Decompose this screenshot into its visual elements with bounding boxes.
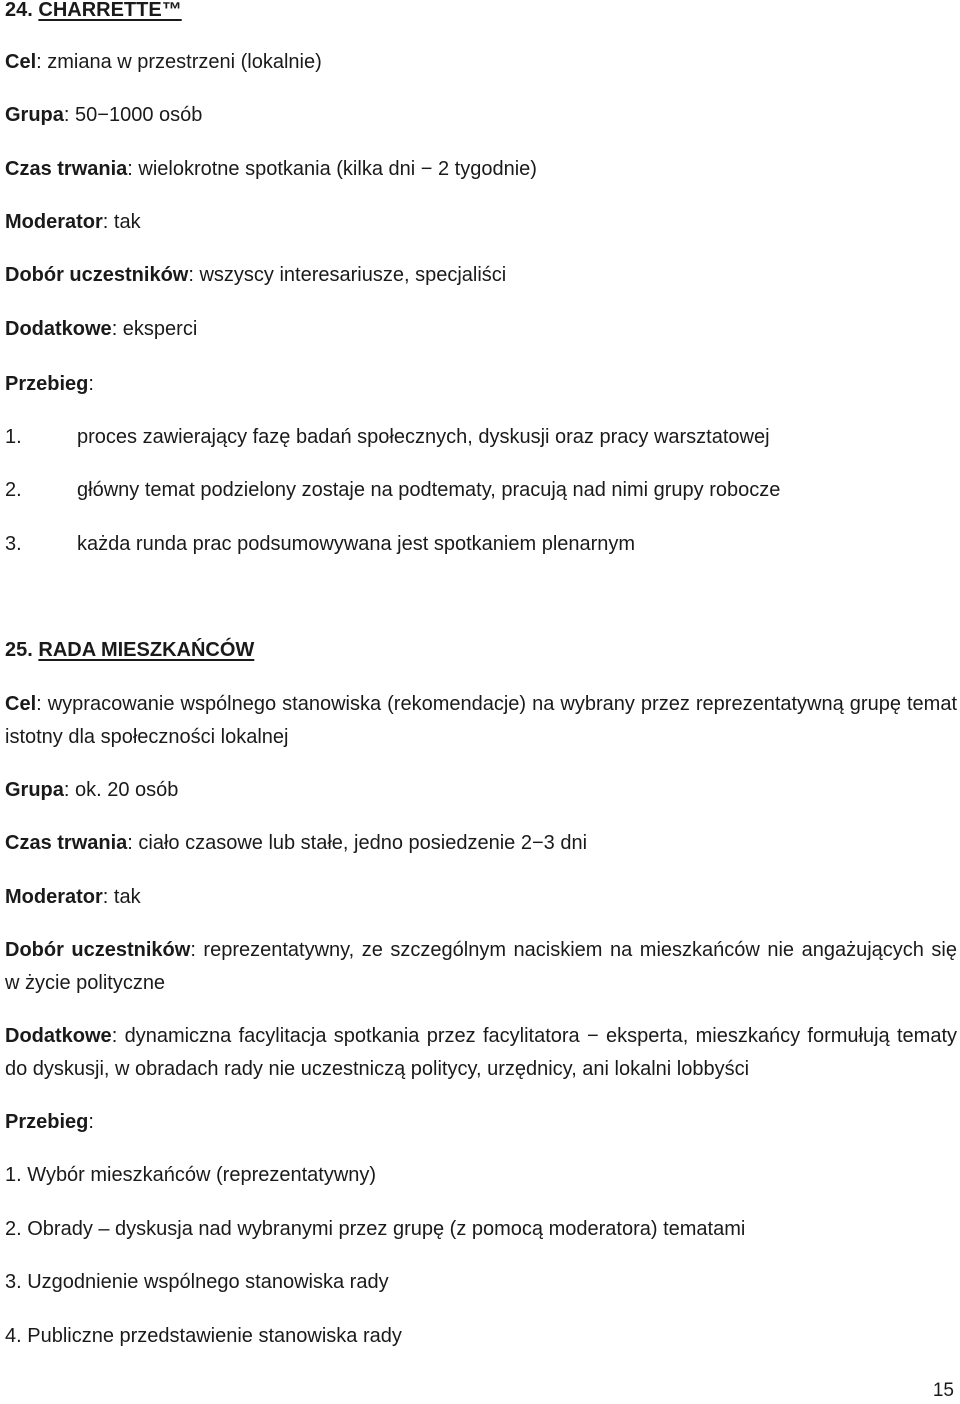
list-item-text: główny temat podzielony zostaje na podtematy, pracują nad nimi grupy robocze bbox=[77, 479, 781, 501]
list-item: 2. Obrady – dyskusja nad wybranymi przez grupę (z pomocą moderatora) tematami bbox=[5, 1218, 746, 1240]
s25-grupa-label: Grupa bbox=[5, 779, 64, 801]
s24-przebieg-value: : bbox=[88, 373, 94, 395]
s25-grupa-value: : ok. 20 osób bbox=[63, 779, 179, 801]
section-24-title: CHARRETTE™ bbox=[38, 0, 182, 21]
page-number: 15 bbox=[932, 1380, 954, 1401]
s25-moderator-row bbox=[5, 881, 957, 914]
list-item-number: 2. bbox=[5, 479, 22, 501]
list-item-text: każda runda prac podsumowywana jest spotkaniem plenarnym bbox=[77, 533, 636, 555]
s25-dodatkowe-label: Dodatkowe bbox=[5, 1025, 112, 1047]
s24-cel-value: : zmiana w przestrzeni (lokalnie) bbox=[36, 51, 322, 73]
section-25-heading bbox=[5, 634, 957, 667]
s24-grupa-value: : 50−1000 osób bbox=[63, 104, 203, 126]
s24-przebieg-label: Przebieg bbox=[5, 373, 89, 395]
s24-dobor-value: : wszyscy interesariusze, specjaliści bbox=[188, 264, 507, 286]
s24-dodatkowe-row bbox=[5, 313, 957, 346]
s25-dobor-row bbox=[5, 934, 957, 1000]
s25-dodatkowe-value: : dynamiczna facylitacja spotkania przez facylitatora − eksperta, mieszkańcy formułują tematy do dyskusji, w obradach rady nie uczestniczą politycy, urzędnicy, ani lokalni lobbyści bbox=[5, 1025, 957, 1080]
s24-grupa-label: Grupa bbox=[5, 104, 64, 126]
s24-przebieg-row bbox=[5, 368, 957, 401]
s24-dodatkowe-value: : eksperci bbox=[111, 318, 198, 340]
s25-grupa-row bbox=[5, 774, 957, 807]
s24-czas-value: : wielokrotne spotkania (kilka dni − 2 tygodnie) bbox=[127, 158, 537, 180]
section-25-title: RADA MIESZKAŃCÓW bbox=[38, 639, 255, 661]
s25-cel-value: : wypracowanie wspólnego stanowiska (rekomendacje) na wybrany przez reprezentatywną grupę temat istotny dla społeczności lokalnej bbox=[5, 693, 957, 748]
s24-dodatkowe-label: Dodatkowe bbox=[5, 318, 112, 340]
list-item bbox=[5, 421, 957, 454]
list-item bbox=[5, 528, 957, 561]
list-item bbox=[5, 474, 957, 507]
s24-cel-label: Cel bbox=[5, 51, 37, 73]
list-item: 1. Wybór mieszkańców (reprezentatywny) bbox=[5, 1164, 377, 1186]
s24-dobor-label: Dobór uczestników bbox=[5, 264, 189, 286]
s25-przebieg-value: : bbox=[88, 1111, 94, 1133]
s25-moderator-label: Moderator bbox=[5, 886, 103, 908]
s24-moderator-label: Moderator bbox=[5, 211, 103, 233]
list-item: 3. Uzgodnienie wspólnego stanowiska rady bbox=[5, 1271, 389, 1293]
s25-przebieg-label: Przebieg bbox=[5, 1111, 89, 1133]
s24-cel-row bbox=[5, 46, 957, 79]
section-24-number: 24. bbox=[5, 0, 33, 21]
s24-moderator-value: : tak bbox=[102, 211, 141, 233]
s24-grupa-row bbox=[5, 99, 957, 132]
s24-dobor-row bbox=[5, 259, 957, 292]
s25-dobor-label: Dobór uczestników bbox=[5, 939, 191, 961]
section-24-heading bbox=[5, 0, 957, 27]
s25-cel-label: Cel bbox=[5, 693, 37, 715]
s24-czas-label: Czas trwania bbox=[5, 158, 128, 180]
s25-moderator-value: : tak bbox=[102, 886, 141, 908]
list-item-number: 1. bbox=[5, 426, 22, 448]
list-item-text: proces zawierający fazę badań społecznych, dyskusji oraz pracy warsztatowej bbox=[77, 426, 770, 448]
s24-czas-row bbox=[5, 153, 957, 186]
section-25-number: 25. bbox=[5, 639, 33, 661]
s25-czas-label: Czas trwania bbox=[5, 832, 128, 854]
s25-czas-row bbox=[5, 827, 957, 860]
s25-przebieg-row bbox=[5, 1106, 957, 1139]
list-item: 4. Publiczne przedstawienie stanowiska rady bbox=[5, 1325, 402, 1347]
s25-cel-row bbox=[5, 688, 957, 754]
s24-moderator-row bbox=[5, 206, 957, 239]
list-item-number: 3. bbox=[5, 533, 22, 555]
s25-dobor-value: : reprezentatywny, ze szczególnym naciskiem na mieszkańców nie angażujących się w życie polityczne bbox=[5, 939, 957, 994]
s25-czas-value: : ciało czasowe lub stałe, jedno posiedzenie 2−3 dni bbox=[127, 832, 588, 854]
s25-dodatkowe-row bbox=[5, 1020, 957, 1086]
